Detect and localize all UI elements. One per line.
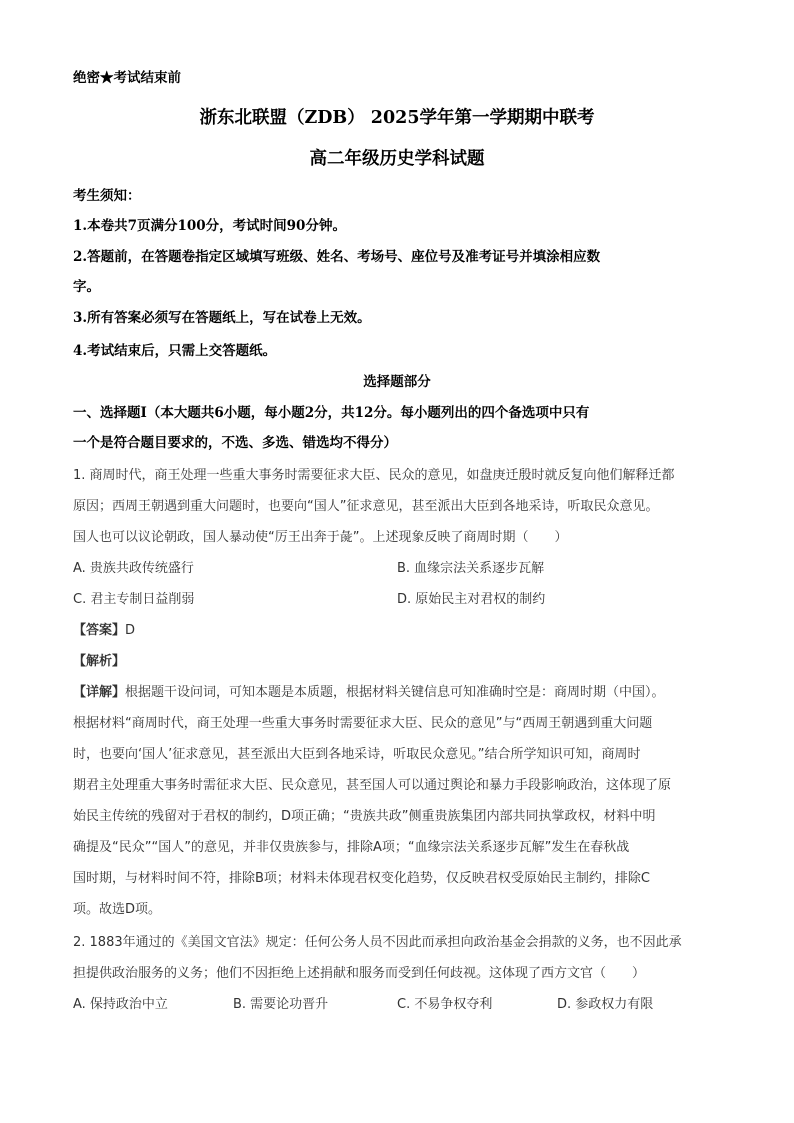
detail-text: 期君主处理重大事务时需征求大臣、民众意见，甚至国人可以通过舆论和暴力手段影响政治，这体现了原 <box>73 778 672 793</box>
section-title: 选择题部分 <box>363 374 431 390</box>
detail-text: 始民主传统的残留对于君权的制约，D项正确；“贵族共政”侧重贵族集团内部共同执掌政权，材料中明 <box>73 809 656 824</box>
detail-tag: 【详解】 <box>73 685 126 700</box>
question-1-option-c: C. 君主专制日益削弱 <box>73 592 195 607</box>
detail-line <box>73 681 665 700</box>
notice-heading: 考生须知： <box>73 188 141 204</box>
question-1-option-a: A. 贵族共政传统盛行 <box>73 561 194 576</box>
question-2-option-d: D. 参政权力有限 <box>557 997 654 1012</box>
detail-text: 国时期，与材料时间不符，排除B项；材料未体现君权变化趋势，仅反映君权受原始民主制约，排除C <box>73 871 650 886</box>
analysis-tag: 【解析】 <box>73 654 126 669</box>
question-2-text: 担提供政治服务的义务；他们不因拒绝上述捐献和服务而受到任何歧视。这体现了西方文官（ ） <box>73 966 646 981</box>
exam-title: 浙东北联盟（ZDB） 2025学年第一学期期中联考 <box>199 108 595 128</box>
detail-text: 项。故选D项。 <box>73 902 162 917</box>
answer-tag: 【答案】 <box>73 623 126 638</box>
question-2-text: 2. 1883年通过的《美国文官法》规定：任何公务人员不因此而承担向政治基金会捐款的义务，也不因此承 <box>73 935 682 950</box>
detail-text: 时，也要向‘国人’征求意见，甚至派出大臣到各地采诗，听取民众意见。”结合所学知识可知，商周时 <box>73 747 641 762</box>
answer-value: D <box>125 623 136 638</box>
detail-text: 确提及“民众”“国人”的意见，并非仅贵族参与，排除A项；“血缘宗法关系逐步瓦解”发生在春秋战 <box>73 840 630 855</box>
question-1-text: 原因；西周王朝遇到重大问题时，也要向“国人”征求意见，甚至派出大臣到各地采诗，听取民众意见。 <box>73 499 659 514</box>
notice-item: 3.所有答案必须写在答题纸上，写在试卷上无效。 <box>73 310 371 326</box>
notice-item: 4.考试结束后，只需上交答题纸。 <box>73 343 277 359</box>
question-1-text: 国人也可以议论朝政，国人暴动使“厉王出奔于彘”。上述现象反映了商周时期（ ） <box>73 530 568 545</box>
notice-item: 2.答题前，在答题卷指定区域填写班级、姓名、考场号、座位号及准考证号并填涂相应数 <box>73 249 601 265</box>
question-2-option-c: C. 不易争权夺利 <box>397 997 493 1012</box>
answer-line <box>73 619 135 638</box>
secret-mark: 绝密★考试结束前 <box>73 70 181 86</box>
question-1-option-d: D. 原始民主对君权的制约 <box>397 592 546 607</box>
question-2-option-b: B. 需要论功晋升 <box>233 997 329 1012</box>
question-2-option-a: A. 保持政治中立 <box>73 997 168 1012</box>
section-instruction: 一个是符合题目要求的，不选、多选、错选均不得分） <box>73 435 397 451</box>
exam-subtitle: 高二年级历史学科试题 <box>309 149 485 169</box>
detail-text: 根据题干设问词，可知本题是本质题，根据材料关键信息可知准确时空是：商周时期（中国）。 <box>125 685 665 700</box>
section-instruction: 一、选择题Ⅰ（本大题共6小题，每小题2分，共12分。每小题列出的四个备选项中只有 <box>73 405 590 421</box>
notice-item: 字。 <box>73 279 100 295</box>
notice-item: 1.本卷共7页满分100分，考试时间90分钟。 <box>73 218 346 234</box>
question-1-text: 1. 商周时代，商王处理一些重大事务时需要征求大臣、民众的意见，如盘庚迁殷时就反复向他们解释迁都 <box>73 468 675 483</box>
question-1-option-b: B. 血缘宗法关系逐步瓦解 <box>397 561 545 576</box>
detail-text: 根据材料“商周时代，商王处理一些重大事务时需要征求大臣、民众的意见”与“西周王朝遇到重大问题 <box>73 716 653 731</box>
